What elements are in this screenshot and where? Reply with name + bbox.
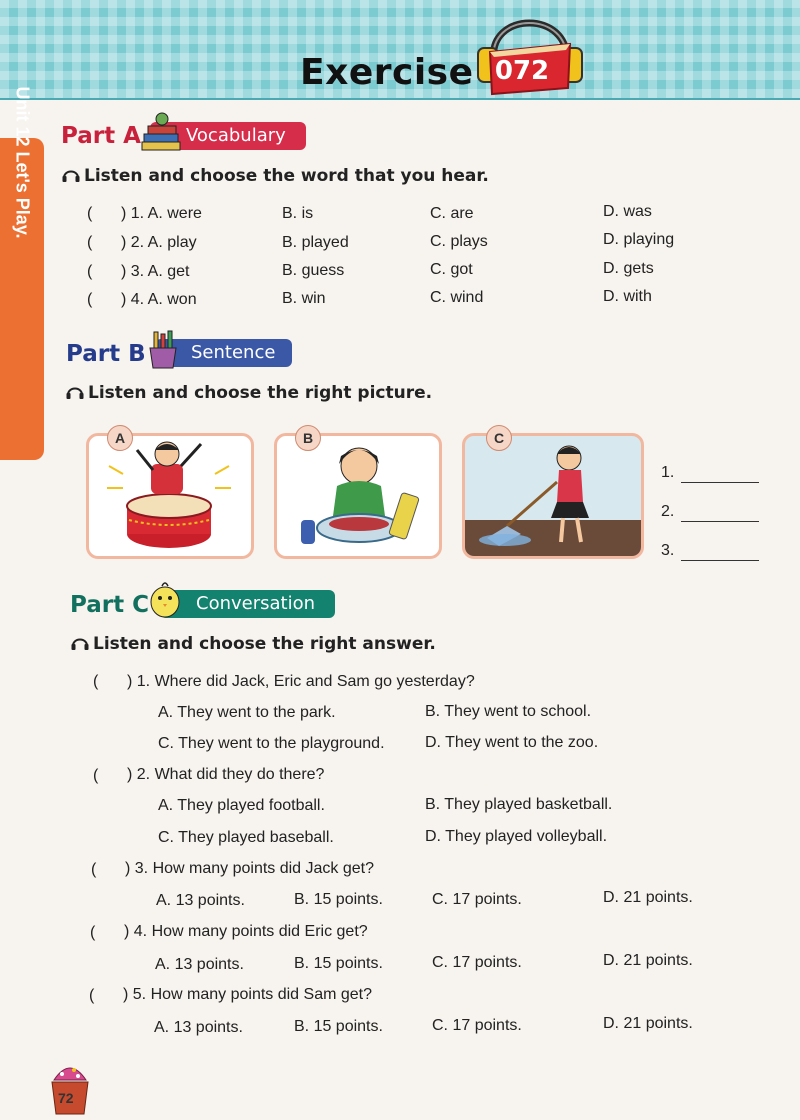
exercise-number: 072 [494, 56, 550, 86]
option-b: B. 15 points. [294, 955, 383, 972]
headphones-icon [71, 635, 89, 651]
question-text: ) 5. How many points did Sam get? [123, 986, 373, 1003]
question-text: ) 1. Where did Jack, Eric and Sam go yesterday? [127, 673, 475, 690]
option-a: ) 1. A. were [121, 205, 202, 222]
option-a: A. They played football. [158, 797, 325, 814]
question-text: ) 3. How many points did Jack get? [125, 860, 375, 877]
answer-label-3: 3. [661, 542, 675, 559]
question-text: ) 2. What did they do there? [127, 766, 325, 783]
answer-paren[interactable]: ( [87, 263, 93, 280]
part-a-label: Part A [61, 123, 141, 149]
books-icon [140, 110, 184, 152]
option-c: C. They played baseball. [158, 829, 334, 846]
option-c: C. 17 points. [432, 1017, 522, 1034]
chick-icon [148, 578, 182, 618]
drumming-picture [89, 436, 251, 556]
option-c: C. 17 points. [432, 954, 522, 971]
part-a-instruction-text: Listen and choose the word that you hear. [84, 166, 489, 186]
headphones-icon [66, 384, 84, 400]
pencil-cup-icon [145, 330, 181, 370]
option-d: D. They went to the zoo. [425, 734, 599, 751]
headphones-icon [62, 167, 80, 183]
answer-blank-1[interactable] [681, 482, 759, 483]
option-c: C. got [430, 261, 473, 278]
picture-label-b: B [295, 425, 321, 451]
option-b: B. 15 points. [294, 891, 383, 908]
option-d: D. 21 points. [603, 1015, 693, 1032]
part-c-instruction [71, 634, 436, 654]
question-text: ) 4. How many points did Eric get? [124, 923, 368, 940]
cupcake-icon [48, 1056, 92, 1116]
mopping-floor-picture [465, 436, 641, 556]
answer-blank-3[interactable] [681, 560, 759, 561]
picture-label-a: A [107, 425, 133, 451]
part-b-label: Part B [66, 341, 146, 367]
part-b-instruction [66, 383, 432, 403]
picture-card-b[interactable] [274, 433, 442, 559]
option-d: D. They played volleyball. [425, 828, 608, 845]
answer-paren[interactable]: ( [93, 673, 99, 690]
option-d: D. 21 points. [603, 952, 693, 969]
answer-paren[interactable]: ( [87, 291, 93, 308]
option-a: A. 13 points. [155, 956, 244, 973]
answer-paren[interactable]: ( [93, 767, 99, 784]
option-b: B. They played basketball. [425, 796, 613, 813]
option-b: B. win [282, 290, 326, 307]
option-a: A. They went to the park. [158, 704, 336, 721]
answer-paren[interactable]: ( [87, 205, 93, 222]
answer-label-1: 1. [661, 464, 675, 481]
option-b: B. is [282, 205, 314, 222]
part-b-pill: Sentence [155, 339, 292, 367]
option-d: D. 21 points. [603, 889, 693, 906]
page-title: Exercise [300, 52, 474, 93]
picture-card-c[interactable] [462, 433, 644, 559]
washing-clothes-picture [277, 436, 439, 556]
page-number: 72 [58, 1090, 74, 1106]
part-c-label: Part C [70, 592, 149, 618]
answer-paren[interactable]: ( [91, 861, 97, 878]
part-c-instruction-text: Listen and choose the right answer. [93, 634, 436, 654]
option-c: C. They went to the playground. [158, 735, 385, 752]
option-a: ) 2. A. play [121, 234, 197, 251]
option-a: A. 13 points. [156, 892, 245, 909]
option-b: B. played [282, 234, 349, 251]
option-c: C. wind [430, 289, 484, 306]
answer-paren[interactable]: ( [87, 234, 93, 251]
part-c-pill: Conversation [160, 590, 335, 618]
option-d: D. was [603, 203, 652, 220]
option-c: C. are [430, 205, 474, 222]
picture-label-c: C [486, 425, 512, 451]
picture-card-a[interactable] [86, 433, 254, 559]
part-a-pill: Vocabulary [150, 122, 306, 150]
unit-side-tab-label: Unit 12 Let's Play. [12, 86, 33, 239]
part-a-instruction [62, 166, 489, 186]
part-b-instruction-text: Listen and choose the right picture. [88, 383, 433, 403]
option-d: D. playing [603, 231, 675, 248]
answer-paren[interactable]: ( [89, 987, 95, 1004]
option-b: B. guess [282, 262, 345, 279]
option-d: D. gets [603, 260, 654, 277]
option-c: C. plays [430, 233, 488, 250]
answer-label-2: 2. [661, 503, 675, 520]
option-b: B. 15 points. [294, 1018, 383, 1035]
option-c: C. 17 points. [432, 891, 522, 908]
answer-blank-2[interactable] [681, 521, 759, 522]
option-a: A. 13 points. [154, 1019, 243, 1036]
option-d: D. with [603, 288, 652, 305]
option-b: B. They went to school. [425, 703, 592, 720]
answer-paren[interactable]: ( [90, 924, 96, 941]
option-a: ) 3. A. get [121, 263, 190, 280]
option-a: ) 4. A. won [121, 291, 197, 308]
